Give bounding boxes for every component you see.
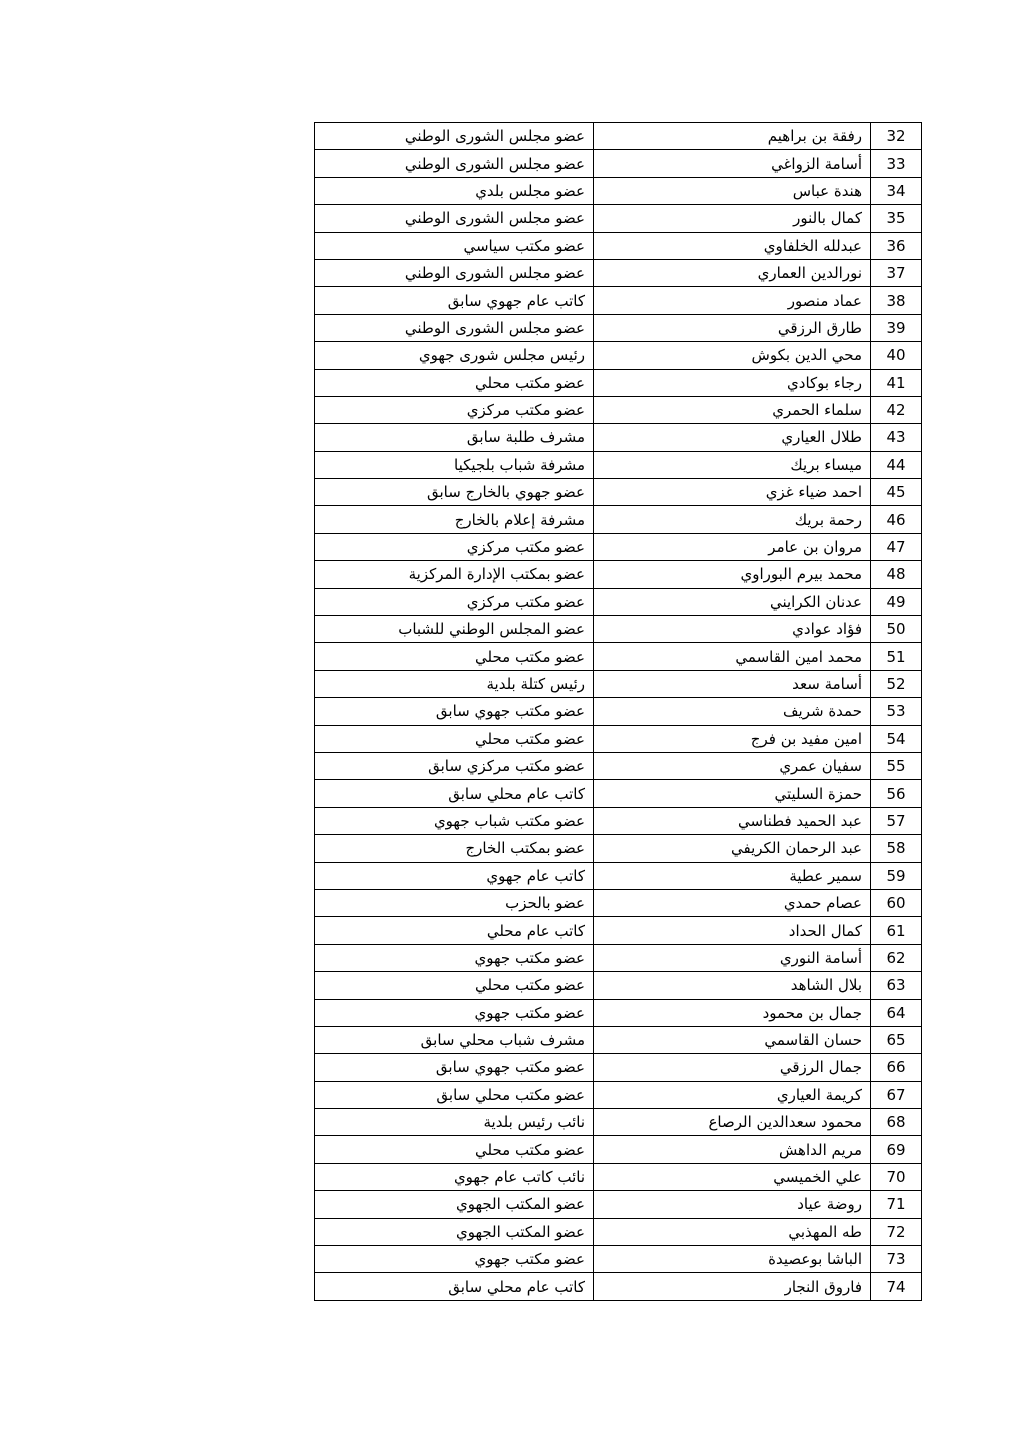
table-row bbox=[315, 150, 922, 177]
table-row bbox=[315, 533, 922, 560]
table-row bbox=[315, 616, 922, 643]
table-row bbox=[315, 1081, 922, 1108]
table-row bbox=[315, 752, 922, 779]
member-name-cell: حمزة السليتي bbox=[594, 780, 871, 807]
table-row bbox=[315, 1273, 922, 1300]
table-row bbox=[315, 698, 922, 725]
table-row bbox=[315, 1218, 922, 1245]
member-name-cell: عصام حمدي bbox=[594, 889, 871, 916]
member-name-cell: الباشا بوعصيدة bbox=[594, 1246, 871, 1273]
row-number-cell: 60 bbox=[871, 889, 922, 916]
member-role-cell: عضو بمكتب الخارج bbox=[315, 835, 594, 862]
member-role-cell: عضو المكتب الجهوي bbox=[315, 1218, 594, 1245]
member-role-cell: رئيس كتلة بلدية bbox=[315, 670, 594, 697]
row-number-cell: 36 bbox=[871, 232, 922, 259]
member-role-cell: عضو مجلس الشورى الوطني bbox=[315, 123, 594, 150]
member-role-cell: نائب رئيس بلدية bbox=[315, 1109, 594, 1136]
row-number-cell: 48 bbox=[871, 561, 922, 588]
member-role-cell: عضو مكتب جهوي bbox=[315, 999, 594, 1026]
table-row bbox=[315, 314, 922, 341]
row-number-cell: 58 bbox=[871, 835, 922, 862]
row-number-cell: 39 bbox=[871, 314, 922, 341]
table-row bbox=[315, 561, 922, 588]
row-number-cell: 55 bbox=[871, 752, 922, 779]
table-row bbox=[315, 807, 922, 834]
member-role-cell: عضو مكتب محلي bbox=[315, 972, 594, 999]
row-number-cell: 56 bbox=[871, 780, 922, 807]
table-row bbox=[315, 205, 922, 232]
table-row bbox=[315, 670, 922, 697]
row-number-cell: 61 bbox=[871, 917, 922, 944]
table-row bbox=[315, 972, 922, 999]
member-role-cell: عضو مكتب مركزي bbox=[315, 533, 594, 560]
member-name-cell: مروان بن عامر bbox=[594, 533, 871, 560]
member-name-cell: عماد منصور bbox=[594, 287, 871, 314]
member-name-cell: محمد بيرم البوراوي bbox=[594, 561, 871, 588]
member-role-cell: عضو مكتب محلي bbox=[315, 725, 594, 752]
table-row bbox=[315, 1026, 922, 1053]
member-name-cell: كمال الحداد bbox=[594, 917, 871, 944]
table-row bbox=[315, 451, 922, 478]
member-role-cell: عضو المكتب الجهوي bbox=[315, 1191, 594, 1218]
member-name-cell: أسامة الزواغي bbox=[594, 150, 871, 177]
member-name-cell: فؤاد عوادي bbox=[594, 616, 871, 643]
member-role-cell: عضو مكتب شباب جهوي bbox=[315, 807, 594, 834]
member-name-cell: جمال الرزقي bbox=[594, 1054, 871, 1081]
member-role-cell: مشرفة إعلام بالخارج bbox=[315, 506, 594, 533]
row-number-cell: 42 bbox=[871, 396, 922, 423]
row-number-cell: 32 bbox=[871, 123, 922, 150]
row-number-cell: 35 bbox=[871, 205, 922, 232]
table-row bbox=[315, 835, 922, 862]
member-role-cell: عضو مكتب محلي bbox=[315, 643, 594, 670]
row-number-cell: 50 bbox=[871, 616, 922, 643]
member-role-cell: مشرف شباب محلي سابق bbox=[315, 1026, 594, 1053]
table-row bbox=[315, 259, 922, 286]
member-name-cell: احمد ضياء غزي bbox=[594, 479, 871, 506]
member-role-cell: كاتب عام محلي bbox=[315, 917, 594, 944]
table-row bbox=[315, 1191, 922, 1218]
row-number-cell: 74 bbox=[871, 1273, 922, 1300]
row-number-cell: 69 bbox=[871, 1136, 922, 1163]
member-role-cell: نائب كاتب عام جهوي bbox=[315, 1163, 594, 1190]
row-number-cell: 40 bbox=[871, 342, 922, 369]
member-name-cell: محي الدين بكوش bbox=[594, 342, 871, 369]
member-role-cell: عضو بمكتب الإدارة المركزية bbox=[315, 561, 594, 588]
table-row bbox=[315, 643, 922, 670]
member-role-cell: عضو مكتب جهوي bbox=[315, 944, 594, 971]
member-role-cell: عضو مكتب مركزي سابق bbox=[315, 752, 594, 779]
member-name-cell: حسان القاسمي bbox=[594, 1026, 871, 1053]
table-row bbox=[315, 342, 922, 369]
member-name-cell: رفقة بن براهيم bbox=[594, 123, 871, 150]
member-role-cell: عضو جهوي بالخارج سابق bbox=[315, 479, 594, 506]
member-role-cell: عضو مكتب محلي سابق bbox=[315, 1081, 594, 1108]
table-row bbox=[315, 123, 922, 150]
row-number-cell: 34 bbox=[871, 177, 922, 204]
table-row bbox=[315, 1136, 922, 1163]
member-role-cell: عضو مكتب محلي bbox=[315, 1136, 594, 1163]
table-row bbox=[315, 862, 922, 889]
table-row bbox=[315, 944, 922, 971]
member-name-cell: عبد الحميد فطناسي bbox=[594, 807, 871, 834]
row-number-cell: 67 bbox=[871, 1081, 922, 1108]
row-number-cell: 72 bbox=[871, 1218, 922, 1245]
member-role-cell: كاتب عام محلي سابق bbox=[315, 1273, 594, 1300]
member-name-cell: عبد الرحمان الكريفي bbox=[594, 835, 871, 862]
member-role-cell: كاتب عام جهوي سابق bbox=[315, 287, 594, 314]
row-number-cell: 66 bbox=[871, 1054, 922, 1081]
row-number-cell: 49 bbox=[871, 588, 922, 615]
row-number-cell: 43 bbox=[871, 424, 922, 451]
member-name-cell: حمدة شريف bbox=[594, 698, 871, 725]
member-name-cell: فاروق النجار bbox=[594, 1273, 871, 1300]
row-number-cell: 73 bbox=[871, 1246, 922, 1273]
table-row bbox=[315, 725, 922, 752]
row-number-cell: 46 bbox=[871, 506, 922, 533]
member-role-cell: رئيس مجلس شورى جهوي bbox=[315, 342, 594, 369]
row-number-cell: 54 bbox=[871, 725, 922, 752]
table-row bbox=[315, 780, 922, 807]
member-role-cell: عضو مكتب جهوي سابق bbox=[315, 1054, 594, 1081]
member-name-cell: امين مفيد بن فرج bbox=[594, 725, 871, 752]
member-name-cell: مريم الداهش bbox=[594, 1136, 871, 1163]
table-row bbox=[315, 588, 922, 615]
member-role-cell: عضو مجلس الشورى الوطني bbox=[315, 314, 594, 341]
table-row bbox=[315, 506, 922, 533]
member-role-cell: عضو بالحزب bbox=[315, 889, 594, 916]
member-name-cell: رجاء بوكادي bbox=[594, 369, 871, 396]
member-name-cell: كريمة العياري bbox=[594, 1081, 871, 1108]
row-number-cell: 71 bbox=[871, 1191, 922, 1218]
member-name-cell: عدنان الكرايني bbox=[594, 588, 871, 615]
member-role-cell: عضو المجلس الوطني للشباب bbox=[315, 616, 594, 643]
member-name-cell: سفيان عمري bbox=[594, 752, 871, 779]
row-number-cell: 44 bbox=[871, 451, 922, 478]
member-name-cell: أسامة النوري bbox=[594, 944, 871, 971]
table-row bbox=[315, 424, 922, 451]
table-row bbox=[315, 1246, 922, 1273]
row-number-cell: 68 bbox=[871, 1109, 922, 1136]
row-number-cell: 52 bbox=[871, 670, 922, 697]
member-name-cell: عبدلله الخلفاوي bbox=[594, 232, 871, 259]
member-name-cell: رحمة بريك bbox=[594, 506, 871, 533]
member-role-cell: كاتب عام جهوي bbox=[315, 862, 594, 889]
member-name-cell: روضة عياد bbox=[594, 1191, 871, 1218]
row-number-cell: 33 bbox=[871, 150, 922, 177]
table-row bbox=[315, 177, 922, 204]
member-role-cell: عضو مكتب جهوي سابق bbox=[315, 698, 594, 725]
member-role-cell: عضو مكتب مركزي bbox=[315, 396, 594, 423]
member-name-cell: سلماء الحمري bbox=[594, 396, 871, 423]
member-name-cell: جمال بن محمود bbox=[594, 999, 871, 1026]
member-name-cell: علي الخميسي bbox=[594, 1163, 871, 1190]
row-number-cell: 38 bbox=[871, 287, 922, 314]
member-role-cell: عضو مجلس بلدي bbox=[315, 177, 594, 204]
table-row bbox=[315, 1163, 922, 1190]
member-role-cell: مشرف طلبة سابق bbox=[315, 424, 594, 451]
member-name-cell: نورالدين العماري bbox=[594, 259, 871, 286]
member-role-cell: عضو مكتب سياسي bbox=[315, 232, 594, 259]
table-row bbox=[315, 396, 922, 423]
member-name-cell: أسامة سعد bbox=[594, 670, 871, 697]
member-name-cell: طه المهذبي bbox=[594, 1218, 871, 1245]
row-number-cell: 65 bbox=[871, 1026, 922, 1053]
row-number-cell: 57 bbox=[871, 807, 922, 834]
member-name-cell: ميساء بريك bbox=[594, 451, 871, 478]
row-number-cell: 59 bbox=[871, 862, 922, 889]
row-number-cell: 51 bbox=[871, 643, 922, 670]
member-role-cell: مشرفة شباب بلجيكيا bbox=[315, 451, 594, 478]
table-row bbox=[315, 1054, 922, 1081]
row-number-cell: 37 bbox=[871, 259, 922, 286]
members-table-body bbox=[315, 123, 922, 1301]
table-row bbox=[315, 232, 922, 259]
table-row bbox=[315, 889, 922, 916]
member-role-cell: عضو مكتب محلي bbox=[315, 369, 594, 396]
row-number-cell: 70 bbox=[871, 1163, 922, 1190]
table-row bbox=[315, 369, 922, 396]
row-number-cell: 41 bbox=[871, 369, 922, 396]
table-row bbox=[315, 999, 922, 1026]
member-role-cell: كاتب عام محلي سابق bbox=[315, 780, 594, 807]
table-row bbox=[315, 287, 922, 314]
member-role-cell: عضو مجلس الشورى الوطني bbox=[315, 205, 594, 232]
member-role-cell: عضو مكتب مركزي bbox=[315, 588, 594, 615]
member-role-cell: عضو مكتب جهوي bbox=[315, 1246, 594, 1273]
row-number-cell: 62 bbox=[871, 944, 922, 971]
row-number-cell: 53 bbox=[871, 698, 922, 725]
member-role-cell: عضو مجلس الشورى الوطني bbox=[315, 259, 594, 286]
member-name-cell: سمير عطية bbox=[594, 862, 871, 889]
members-table bbox=[314, 122, 922, 1301]
row-number-cell: 63 bbox=[871, 972, 922, 999]
member-role-cell: عضو مجلس الشورى الوطني bbox=[315, 150, 594, 177]
row-number-cell: 64 bbox=[871, 999, 922, 1026]
member-name-cell: محمد امين القاسمي bbox=[594, 643, 871, 670]
member-name-cell: هندة عباس bbox=[594, 177, 871, 204]
member-name-cell: طارق الرزقي bbox=[594, 314, 871, 341]
row-number-cell: 45 bbox=[871, 479, 922, 506]
member-name-cell: طلال العياري bbox=[594, 424, 871, 451]
member-name-cell: بلال الشاهد bbox=[594, 972, 871, 999]
table-row bbox=[315, 917, 922, 944]
row-number-cell: 47 bbox=[871, 533, 922, 560]
member-name-cell: محمود سعدالدين الرصاع bbox=[594, 1109, 871, 1136]
table-row bbox=[315, 479, 922, 506]
member-name-cell: كمال بالنور bbox=[594, 205, 871, 232]
table-row bbox=[315, 1109, 922, 1136]
